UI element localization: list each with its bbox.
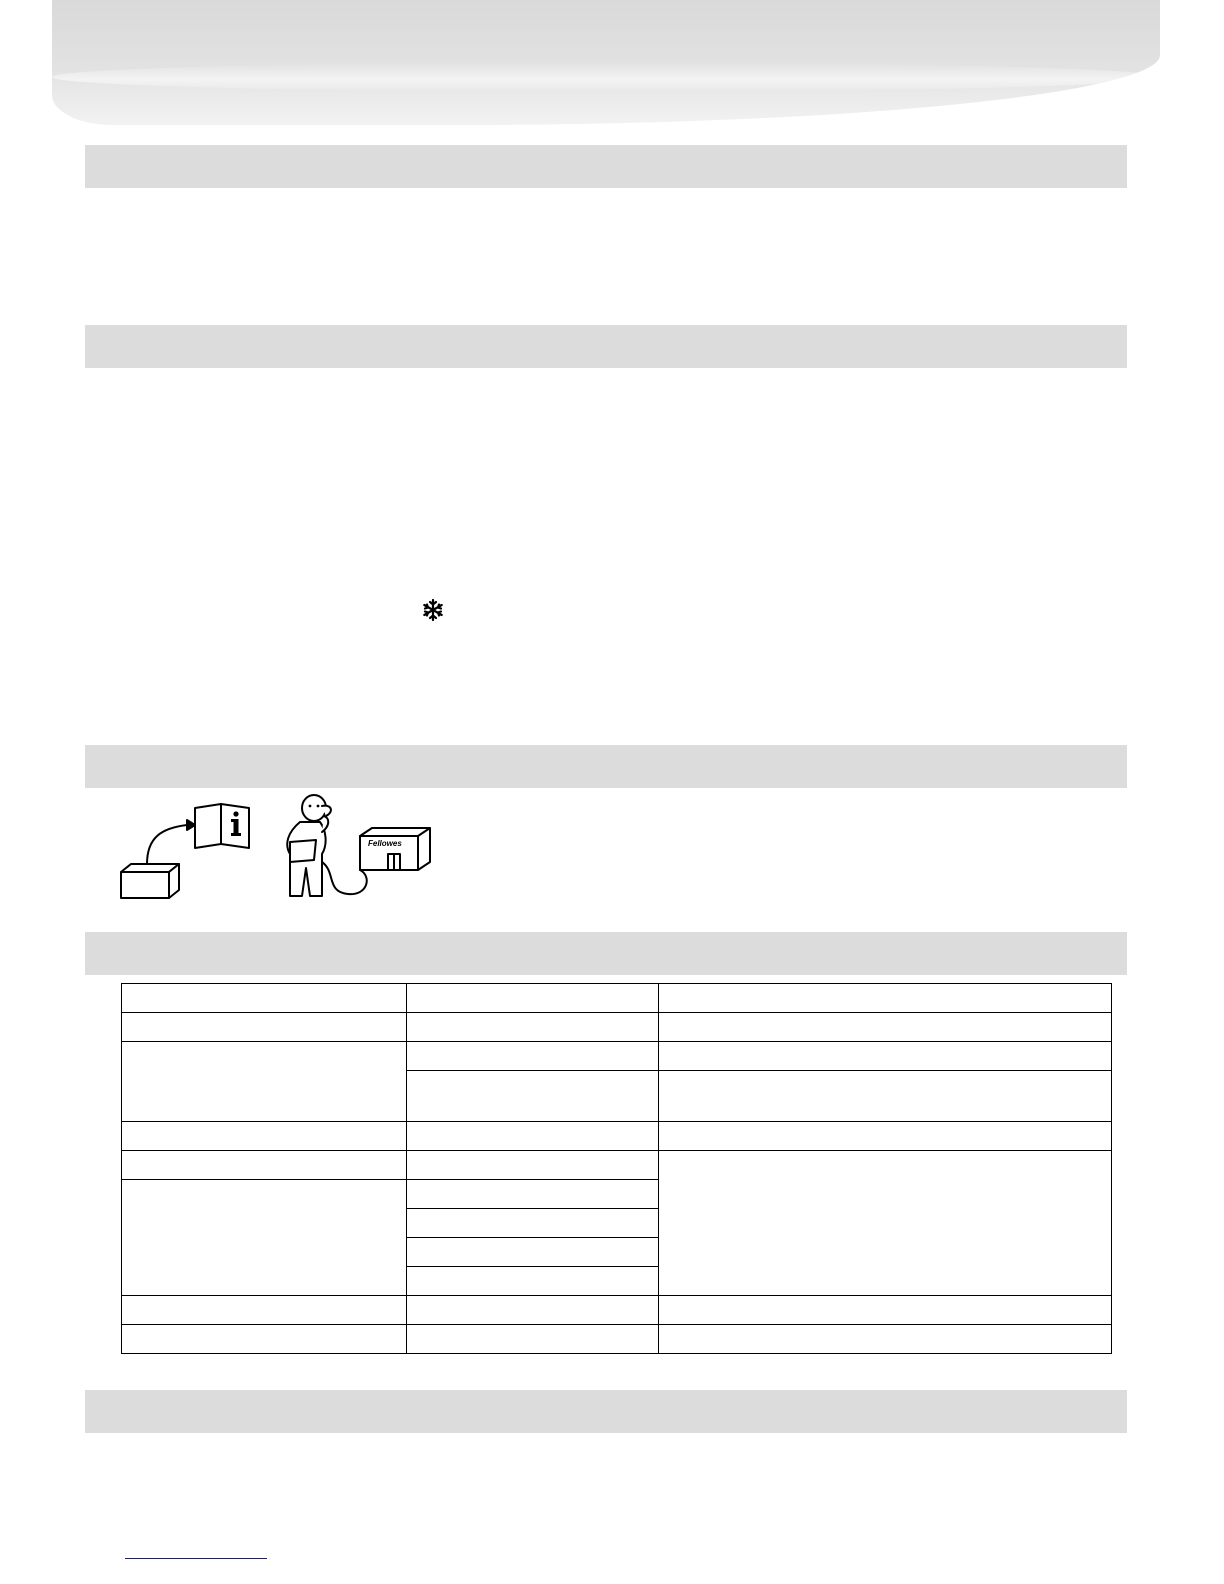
table-cell <box>407 1151 659 1180</box>
table-cell <box>407 1042 659 1071</box>
fellowes-logo-text: Fellowes <box>368 839 402 848</box>
table-cell <box>122 1151 407 1180</box>
section-header-2 <box>85 325 1127 368</box>
footer-link-underline <box>125 1558 267 1559</box>
table-cell <box>407 1180 659 1209</box>
table-row <box>122 1122 1112 1151</box>
table-cell <box>122 1042 407 1122</box>
section-header-4 <box>85 932 1127 975</box>
table-cell <box>122 1325 407 1354</box>
table-cell <box>407 1267 659 1296</box>
table-cell <box>122 1013 407 1042</box>
table-cell <box>407 1296 659 1325</box>
section-header-3 <box>85 745 1127 788</box>
table-cell <box>407 1238 659 1267</box>
table-cell <box>407 1013 659 1042</box>
table-cell <box>659 1296 1112 1325</box>
table-row <box>122 1325 1112 1354</box>
table-row <box>122 1151 1112 1180</box>
table-cell <box>659 984 1112 1013</box>
section-header-1 <box>85 145 1127 188</box>
table-cell <box>659 1151 1112 1296</box>
table-cell <box>407 1122 659 1151</box>
box-to-manual-illustration <box>117 792 257 902</box>
table-cell <box>659 1013 1112 1042</box>
snowflake-icon <box>421 598 445 622</box>
table-cell <box>407 1071 659 1122</box>
table-cell <box>122 1180 407 1296</box>
table-cell <box>659 1042 1112 1071</box>
table-row <box>122 1042 1112 1071</box>
table-row <box>122 984 1112 1013</box>
table-row <box>122 1296 1112 1325</box>
table-cell <box>122 984 407 1013</box>
table-cell <box>407 1325 659 1354</box>
table-cell <box>122 1296 407 1325</box>
spec-table <box>121 983 1112 1354</box>
header-band <box>52 0 1160 125</box>
person-calling-illustration <box>276 792 436 902</box>
table-cell <box>659 1122 1112 1151</box>
table-cell <box>659 1071 1112 1122</box>
table-cell <box>407 984 659 1013</box>
table-row <box>122 1013 1112 1042</box>
table-cell <box>407 1209 659 1238</box>
table-cell <box>659 1325 1112 1354</box>
section-header-5 <box>85 1390 1127 1433</box>
table-cell <box>122 1122 407 1151</box>
